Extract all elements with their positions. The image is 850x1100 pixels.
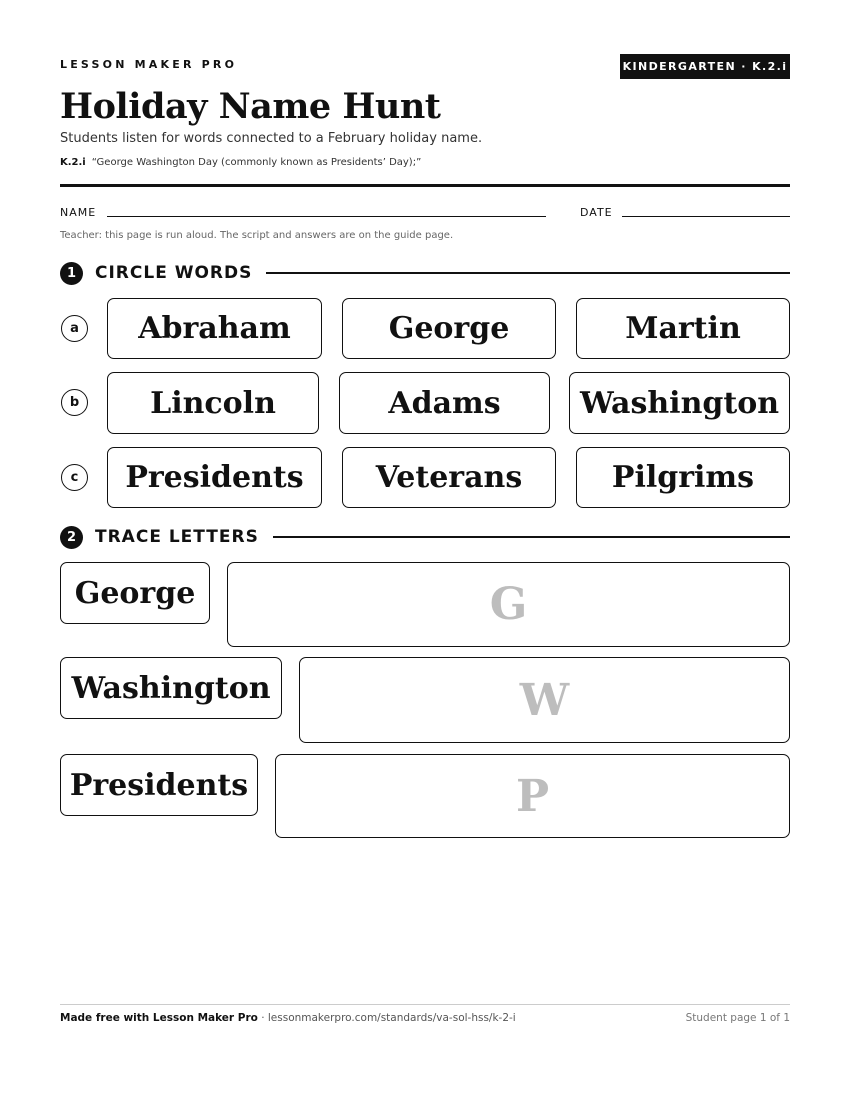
footer-url[interactable]: · lessonmakerpro.com/standards/va-sol-hss/k-2-i [257,1012,516,1024]
trace-letter-box[interactable]: P [275,754,790,838]
row-label-b: b [61,389,88,416]
trace-word-card: George [60,562,210,624]
teacher-note: Teacher: this page is run aloud. The script and answers are on the guide page. [60,230,454,241]
section-number: 2 [60,526,83,549]
row-label-c: c [61,464,88,491]
section-circle-words [60,260,790,286]
word-choice[interactable]: Lincoln [107,372,319,434]
date-label: DATE [580,206,613,219]
header-divider [60,184,790,187]
footer-divider [60,1004,790,1005]
section-divider [273,536,790,538]
section-title: CIRCLE WORDS [95,263,253,283]
footer-credit [60,1012,516,1024]
page-indicator: Student page 1 of 1 [685,1012,790,1024]
name-field[interactable] [107,216,546,217]
section-divider [266,272,790,274]
trace-word-card: Presidents [60,754,258,816]
section-trace-letters [60,524,790,550]
date-field[interactable] [622,216,790,217]
trace-word-card: Washington [60,657,282,719]
brand-name: LESSON MAKER PRO [60,58,238,71]
section-number: 1 [60,262,83,285]
standard-reference [60,157,421,168]
name-label: NAME [60,206,97,219]
word-choice[interactable]: Veterans [342,447,556,508]
row-label-a: a [61,315,88,342]
footer-made: Made free with Lesson Maker Pro [60,1012,258,1024]
trace-letter-box[interactable]: W [299,657,790,743]
word-choice[interactable]: Abraham [107,298,322,359]
trace-letter-box[interactable]: G [227,562,790,647]
word-choice[interactable]: Presidents [107,447,322,508]
standard-text: “George Washington Day (commonly known as Presidents’ Day);” [91,157,422,168]
word-choice[interactable]: George [342,298,556,359]
word-choice[interactable]: Adams [339,372,550,434]
section-title: TRACE LETTERS [95,527,259,547]
word-choice[interactable]: Pilgrims [576,447,790,508]
page-title: Holiday Name Hunt [60,86,441,127]
word-choice[interactable]: Martin [576,298,790,359]
word-choice[interactable]: Washington [569,372,790,434]
page-subtitle: Students listen for words connected to a February holiday name. [60,131,483,146]
grade-badge: KINDERGARTEN · K.2.i [620,54,790,79]
standard-code: K.2.i [60,157,86,168]
